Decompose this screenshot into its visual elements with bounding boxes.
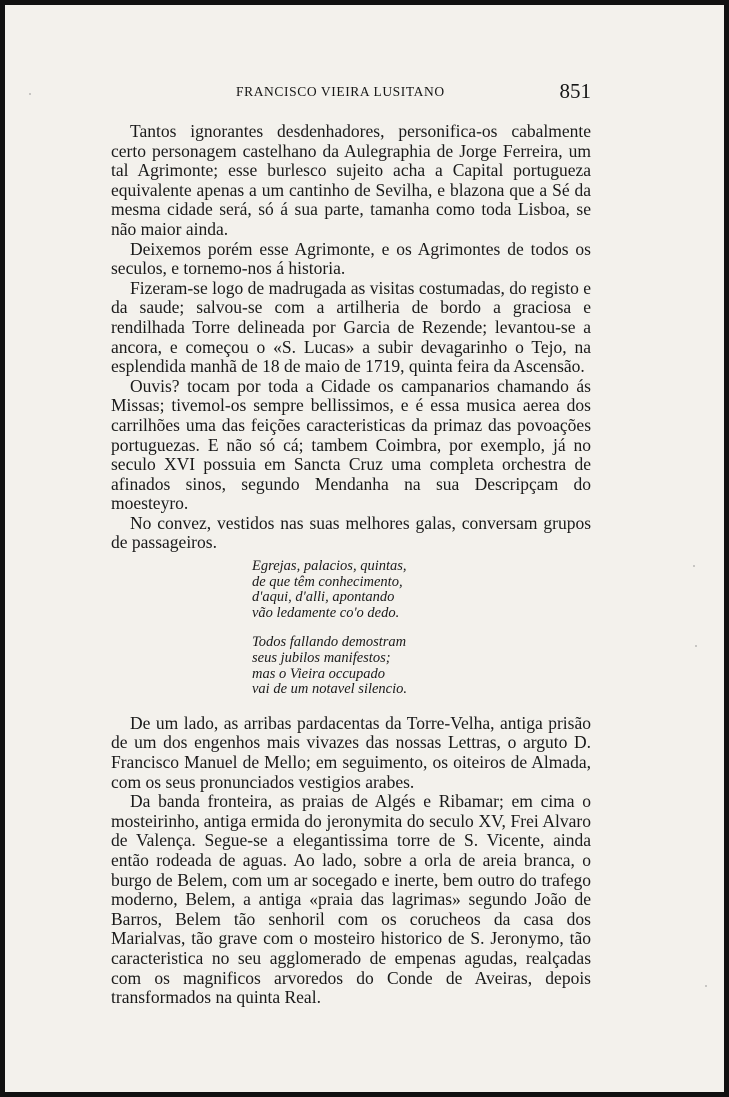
scan-speck bbox=[705, 985, 707, 987]
poem-line: mas o Vieira occupado bbox=[252, 665, 386, 682]
poem-line: vão ledamente co'o dedo. bbox=[252, 604, 400, 621]
paragraph: De um lado, as arribas pardacentas da Torre-Velha, antiga prisão de um dos engenhos mais vivazes das nossas Lettras, o arguto D. Francisco Manuel de Mello; em seguimento, os oiteiros de Almada, com os seus pronunciados vestigios arabes. bbox=[111, 712, 591, 792]
scan-speck bbox=[695, 645, 697, 647]
body-text bbox=[111, 122, 591, 1008]
paragraph: Fizeram-se logo de madrugada as visitas costumadas, do registo e da saude; salvou-se com a artilheria de bordo a graciosa e rendilhada Torre delineada por Garcia de Rezende; levantou-se a ancora, e começou o «S. Lucas» a subir devagarinho o Tejo, na esplendida manhã de 18 de maio de 1719, quinta feira da Ascensão. bbox=[111, 277, 591, 377]
paragraph: No convez, vestidos nas suas melhores galas, conversam grupos de passageiros. bbox=[111, 512, 591, 553]
paragraph: Tantos ignorantes desdenhadores, personifica-os cabalmente certo personagem castelhano da Aulegraphia de Jorge Ferreira, um tal Agrimonte; esse burlesco sujeito acha a Capital portugueza equivalente apenas a um cantinho de Sevilha, e blazona que a Sé da mesma cidade será, só á sua parte, tamanha como toda Lisboa, se não maior ainda. bbox=[111, 121, 591, 239]
scan-speck bbox=[29, 93, 31, 95]
running-title: FRANCISCO VIEIRA LUSITANO bbox=[236, 84, 445, 99]
poem bbox=[252, 559, 591, 698]
page-number: 851 bbox=[559, 79, 591, 103]
page-header bbox=[111, 79, 591, 107]
poem-line: vai de um notavel silencio. bbox=[252, 681, 408, 698]
scan-speck bbox=[693, 565, 695, 567]
poem-stanza bbox=[252, 559, 591, 621]
poem-line: Egrejas, palacios, quintas, bbox=[252, 558, 407, 575]
poem-line: d'aqui, d'alli, apontando bbox=[252, 589, 395, 606]
poem-line: Todos fallando demostram bbox=[252, 634, 407, 651]
paragraph: Deixemos porém esse Agrimonte, e os Agrimontes de todos os seculos, e tornemo-nos á historia. bbox=[111, 238, 591, 279]
paragraph: Ouvis? tocam por toda a Cidade os campanarios chamando ás Missas; tivemol-os sempre bellissimos, e é essa musica aerea dos carrilhões uma das feições caracteristicas da primaz das povoações portuguezas. E não só cá; tambem Coimbra, por exemplo, já no seculo XVI possuia em Sancta Cruz uma completa orchestra de afinados sinos, segundo Mendanha na sua Descripçam do moesteyro. bbox=[111, 375, 591, 514]
poem-line: seus jubilos manifestos; bbox=[252, 650, 391, 667]
paragraph: Da banda fronteira, as praias de Algés e Ribamar; em cima o mosteirinho, antiga ermida do jeronymita do seculo XV, Frei Alvaro de Valença. Segue-se a elegantissima torre de S. Vicente, ainda então rodeada de aguas. Ao lado, sobre a orla de areia branca, o burgo de Belem, com um ar socegado e inerte, bem outro do trafego moderno, Belem, a antiga «praia das lagrimas» segundo João de Barros, Belem tão senhoril com os corucheos da casa dos Marialvas, tão grave com o mosteiro historico de S. Jeronymo, tão caracteristica no seu agglomerado de empenas agudas, realçadas com os magnificos arvoredos do Conde de Aveiras, depois transformados na quinta Real. bbox=[111, 791, 591, 1008]
poem-stanza bbox=[252, 635, 591, 697]
poem-line: de que têm conhecimento, bbox=[252, 573, 403, 590]
